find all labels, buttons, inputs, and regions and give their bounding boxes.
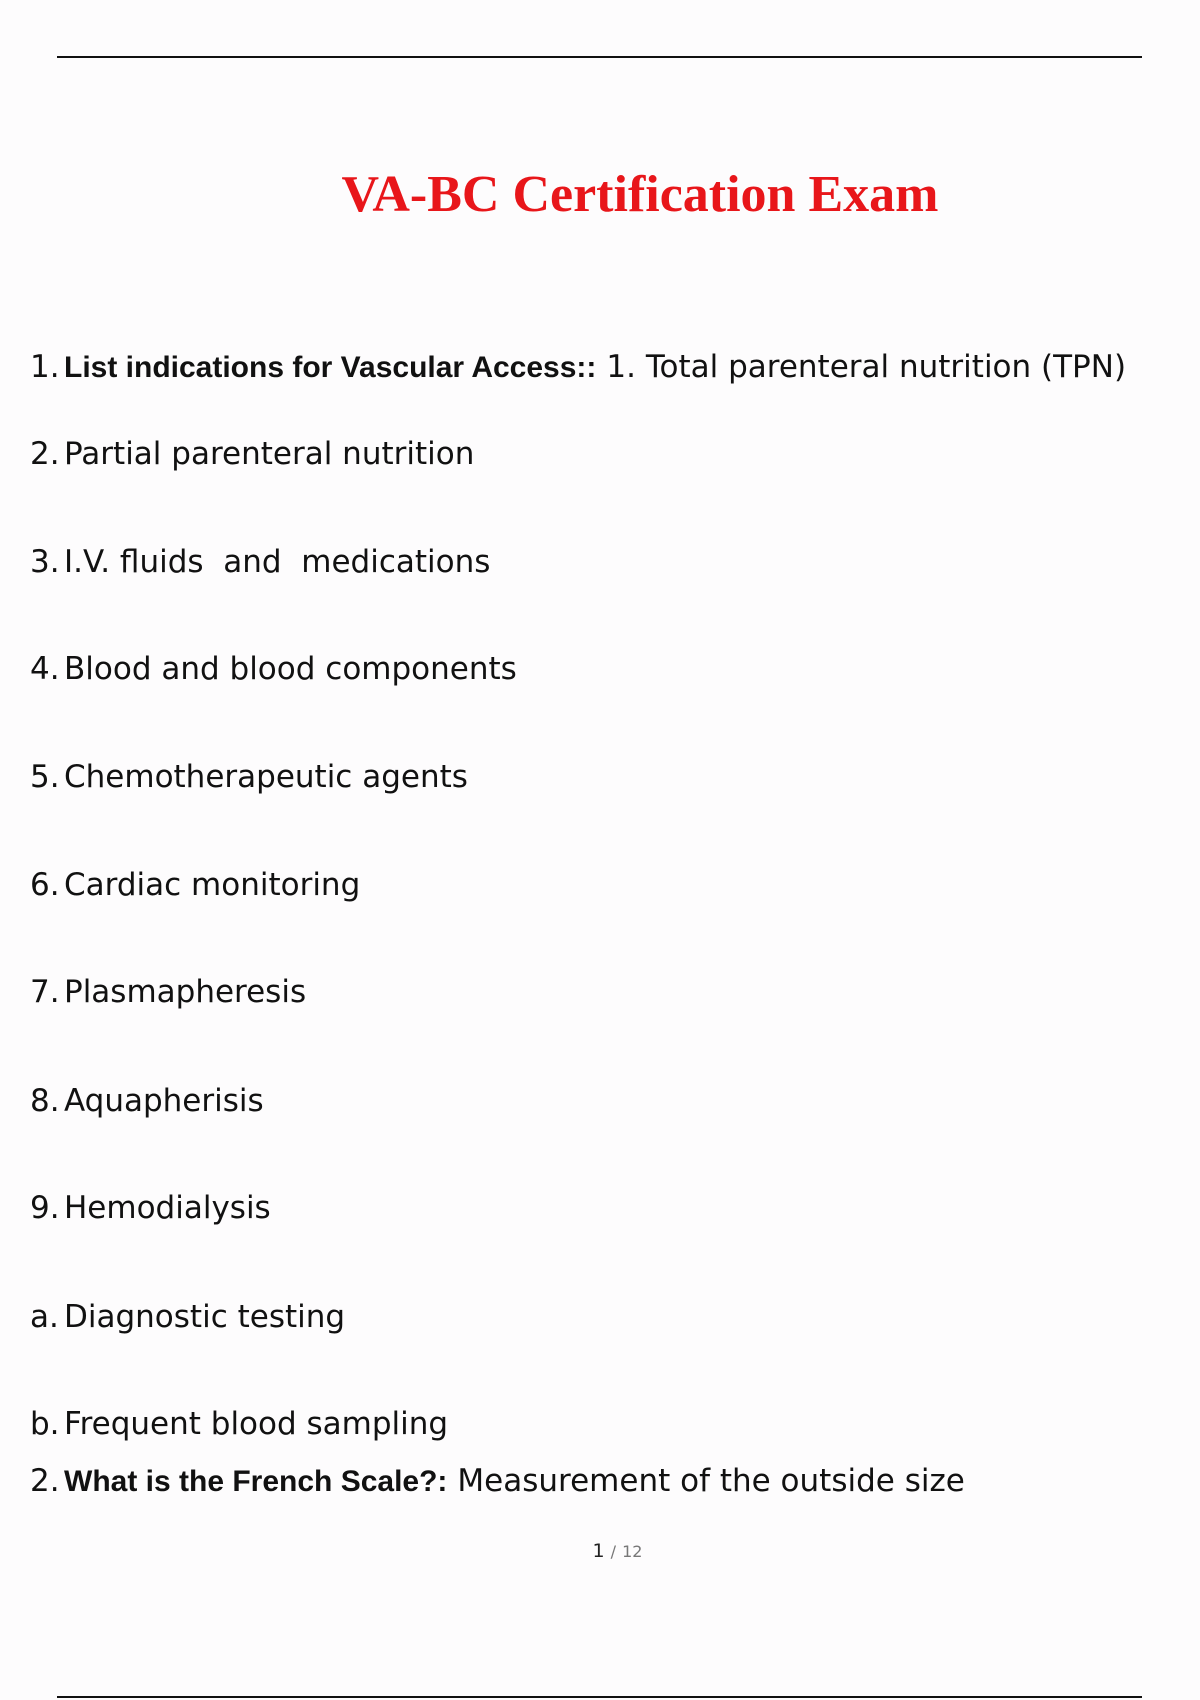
document-title: VA-BC Certification Exam [341,166,939,223]
page-separator: / [610,1542,617,1561]
bottom-rule [57,1696,1142,1698]
item-text: Blood and blood components [64,651,517,687]
page-indicator [0,1540,1200,1562]
list-item [30,1188,271,1228]
question-text: List indications for Vascular Access:: [64,351,597,384]
item-number: 2. [30,1463,60,1499]
item-number: a. [30,1299,59,1335]
item-number: 5. [30,759,60,795]
item-text: Partial parenteral nutrition [64,436,475,472]
item-number: 8. [30,1083,60,1119]
list-item [30,865,360,905]
answer-text: 1. Total parenteral nutrition (TPN) [606,349,1127,385]
item-text: Plasmapheresis [64,974,307,1010]
item-text: Frequent blood sampling [64,1406,449,1442]
list-item [30,1461,965,1502]
item-text: I.V. fluids and medications [64,544,491,580]
item-number: 7. [30,974,60,1010]
top-rule [57,56,1142,58]
list-item [30,649,517,689]
list-item [30,1081,264,1121]
current-page: 1 [592,1540,605,1562]
list-item [30,757,468,797]
item-number: 4. [30,651,60,687]
list-item [30,542,490,582]
item-number: 1. [30,349,60,385]
item-number: 2. [30,436,60,472]
total-pages: 12 [622,1542,643,1561]
item-number: 6. [30,867,60,903]
item-text: Chemotherapeutic agents [64,759,468,795]
item-text: Cardiac monitoring [64,867,361,903]
list-item [30,347,1126,388]
question-text: What is the French Scale?: [64,1465,448,1498]
list-item [30,1297,345,1337]
item-text: Diagnostic testing [64,1299,346,1335]
answer-text: Measurement of the outside size [457,1463,965,1499]
list-item [30,434,474,474]
list-item [30,972,306,1012]
list-item [30,1404,448,1444]
item-number: 3. [30,544,60,580]
item-text: Hemodialysis [64,1190,271,1226]
item-number: b. [30,1406,60,1442]
item-number: 9. [30,1190,60,1226]
item-text: Aquapherisis [64,1083,264,1119]
